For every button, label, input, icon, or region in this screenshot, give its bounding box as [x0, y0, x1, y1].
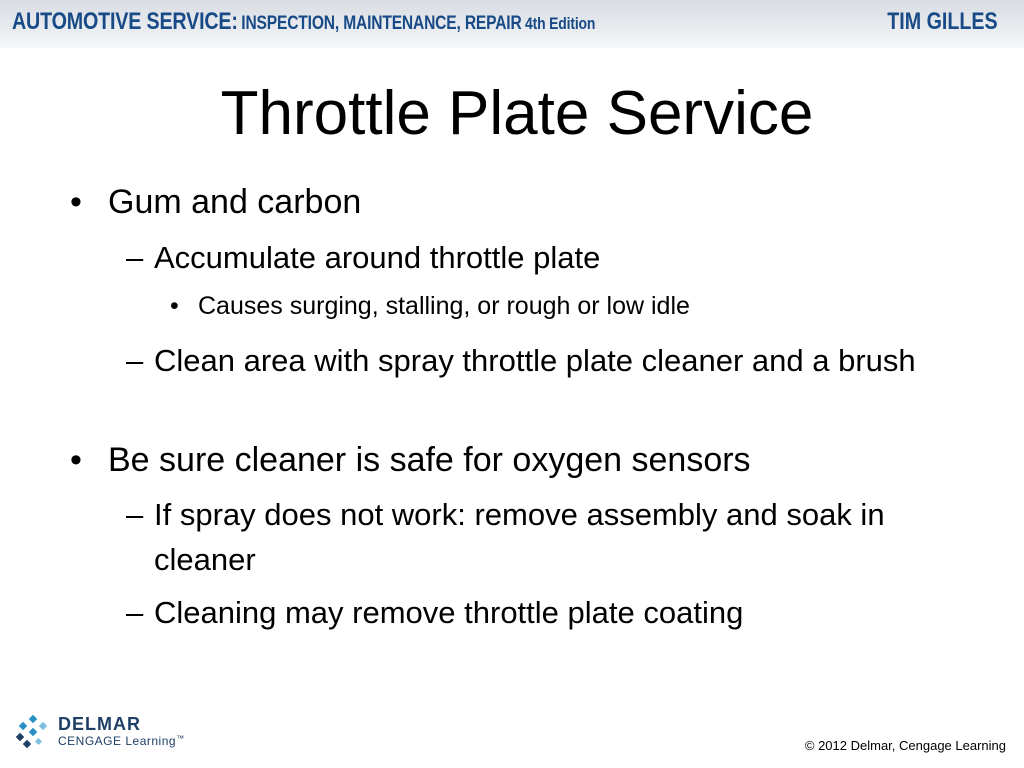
book-edition: 4th Edition: [525, 14, 596, 33]
copyright-notice: © 2012 Delmar, Cengage Learning: [804, 738, 1006, 753]
delmar-logo-icon: [16, 715, 50, 749]
logo-name: DELMAR: [58, 714, 141, 734]
book-title-main: AUTOMOTIVE SERVICE:: [12, 8, 238, 35]
bullet-text: Be sure cleaner is safe for oxygen sensors: [108, 441, 751, 479]
logo-subtitle: [58, 734, 185, 748]
bullet-text: Clean area with spray throttle plate cleaner and a brush: [154, 343, 916, 378]
bullet-marker: •: [170, 292, 179, 320]
dash-marker: –: [126, 240, 144, 275]
bullet-item: [126, 338, 986, 383]
bullet-item: [70, 440, 751, 480]
bullet-text: Causes surging, stalling, or rough or low idle: [198, 292, 690, 320]
slide-title: Throttle Plate Service: [220, 79, 814, 148]
bullet-text: Accumulate around throttle plate: [154, 240, 601, 275]
author-name: TIM GILLES: [887, 8, 998, 35]
bullet-text: Cleaning may remove throttle plate coating: [154, 595, 744, 630]
bullet-item: [170, 291, 690, 321]
bullet-text: Gum and carbon: [108, 183, 362, 221]
bullet-item: [126, 492, 986, 582]
logo-sub-text: CENGAGE Learning: [58, 734, 177, 748]
bullet-marker: •: [70, 183, 82, 221]
dash-marker: –: [126, 497, 144, 532]
header-bar: [0, 0, 1024, 48]
logo-trademark: ™: [176, 734, 185, 743]
bullet-item: [70, 182, 361, 222]
bullet-item: [126, 235, 986, 280]
bullet-text: If spray does not work: remove assembly and soak in cleaner: [154, 497, 885, 577]
bullet-marker: •: [70, 441, 82, 479]
book-title-subtitle: INSPECTION, MAINTENANCE, REPAIR: [241, 13, 522, 34]
book-title: [12, 8, 595, 36]
dash-marker: –: [126, 343, 144, 378]
bullet-item: [126, 590, 986, 635]
dash-marker: –: [126, 595, 144, 630]
delmar-cengage-logo: [16, 712, 196, 752]
